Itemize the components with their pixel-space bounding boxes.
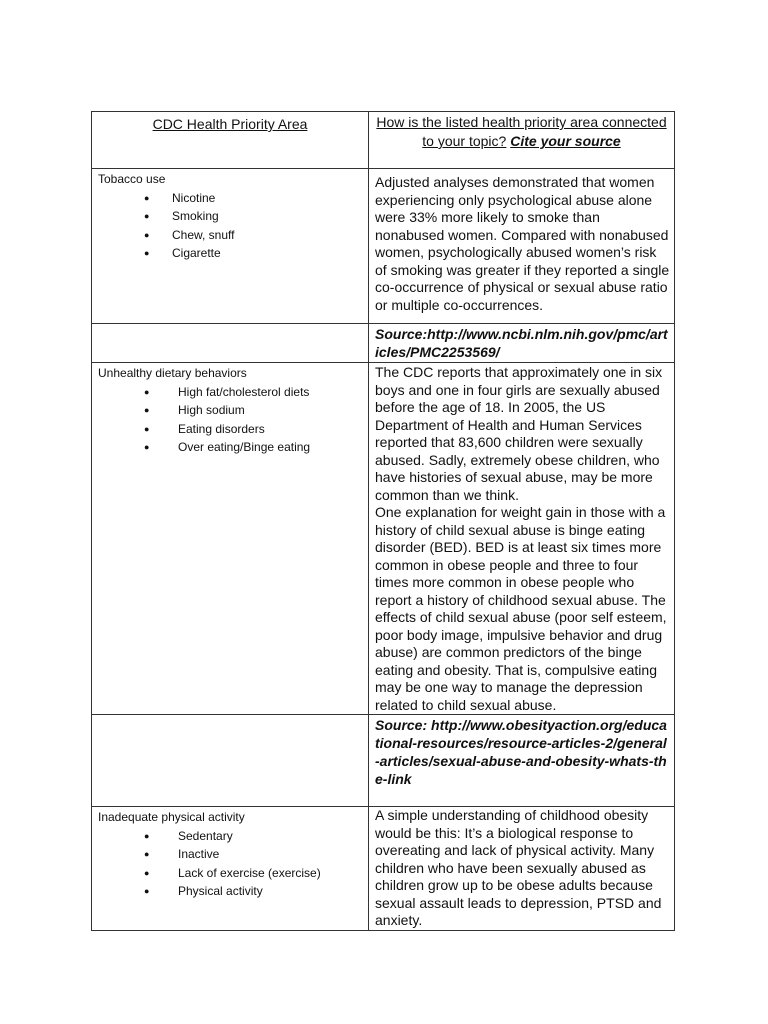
category-title: Unhealthy dietary behaviors	[98, 366, 247, 380]
source-cell	[369, 715, 675, 807]
category-title: Tobacco use	[98, 172, 166, 186]
list-item: ● Eating disorders	[98, 420, 368, 439]
source-citation: Source:http://www.ncbi.nlm.nih.gov/pmc/articles/PMC2253569/	[375, 326, 668, 360]
connection-cell	[369, 363, 675, 715]
header-priority-area-label: CDC Health Priority Area	[152, 116, 308, 132]
bullet-icon: ●	[144, 423, 150, 434]
header-question: How is the listed health priority area connected to your topic?	[376, 114, 667, 149]
category-cell	[92, 807, 369, 931]
header-row	[92, 112, 675, 169]
bullet-icon: ●	[144, 229, 150, 240]
list-item: ● Chew, snuff	[98, 226, 368, 245]
table-row	[92, 169, 675, 324]
bullet-icon: ●	[144, 386, 150, 397]
empty-cell	[92, 324, 369, 363]
connection-text-continued: One explanation for weight gain in those with a history of child sexual abuse is binge eating disorder (BED). BED is at least six times more common in obese people and three to four times more common in obese people who report a history of childhood sexual abuse. The effects of child sexual abuse (poor self esteem, poor body image, impulsive behavior and drug abuse) are common predictors of the binge eating and obesity. That is, compulsive eating may be one way to manage the depression related to child sexual abuse.	[375, 504, 667, 713]
category-items	[98, 189, 368, 263]
category-items	[98, 383, 368, 457]
source-row	[92, 715, 675, 807]
list-item: ● High sodium	[98, 401, 368, 420]
category-cell	[92, 363, 369, 715]
source-cell	[369, 324, 675, 363]
bullet-icon: ●	[144, 192, 150, 203]
list-item: ● Smoking	[98, 207, 368, 226]
list-item: ● Physical activity	[98, 882, 368, 901]
list-item: ● Inactive	[98, 845, 368, 864]
empty-cell	[92, 715, 369, 807]
bullet-icon: ●	[144, 886, 150, 896]
header-connection	[369, 112, 675, 169]
source-row	[92, 324, 675, 363]
category-items	[98, 827, 368, 901]
connection-text: The CDC reports that approximately one in six boys and one in four girls are sexually abused before the age of 18. In 2005, the US Department of Health and Human Services reported that 83,600 children were sexually abused. Sadly, extremely obese children, who have histories of sexual abuse, may be more common than we think.	[375, 364, 663, 503]
connection-text: A simple understanding of childhood obesity would be this: It’s a biological response to overeating and lack of physical activity. Many children who have been sexually abused as children grow up to be obese adults because sexual assault leads to depression, PTSD and anxiety.	[375, 807, 662, 928]
bullet-icon: ●	[144, 867, 150, 878]
table-row	[92, 807, 675, 931]
table-row	[92, 363, 675, 715]
bullet-icon: ●	[144, 248, 150, 258]
source-citation: Source: http://www.obesityaction.org/educational-resources/resource-articles-2/general-articles/sexual-abuse-and-obesity-whats-the-link	[375, 717, 667, 787]
bullet-icon: ●	[144, 830, 150, 841]
bullet-icon: ●	[144, 849, 150, 859]
list-item: ● Nicotine	[98, 189, 368, 208]
list-item: ● Lack of exercise (exercise)	[98, 864, 368, 883]
category-cell	[92, 169, 369, 324]
bullet-icon: ●	[144, 405, 150, 415]
list-item: ● High fat/cholesterol diets	[98, 383, 368, 402]
header-priority-area	[92, 112, 369, 169]
header-cite: Cite your source	[510, 133, 621, 149]
connection-text: Adjusted analyses demonstrated that women experiencing only psychological abuse alone were 33% more likely to smoke than nonabused women. Compared with nonabused women, psychologically abused women’s risk of smoking was greater if they reported a single co-occurrence of physical or sexual abuse ratio or multiple co-occurrences.	[375, 174, 670, 313]
list-item: ● Cigarette	[98, 244, 368, 263]
bullet-icon: ●	[144, 211, 150, 221]
connection-cell	[369, 169, 675, 324]
connection-cell	[369, 807, 675, 931]
list-item: ● Sedentary	[98, 827, 368, 846]
category-title: Inadequate physical activity	[98, 810, 245, 824]
priority-table	[91, 111, 675, 931]
bullet-icon: ●	[144, 442, 150, 452]
list-item: ● Over eating/Binge eating	[98, 438, 368, 457]
